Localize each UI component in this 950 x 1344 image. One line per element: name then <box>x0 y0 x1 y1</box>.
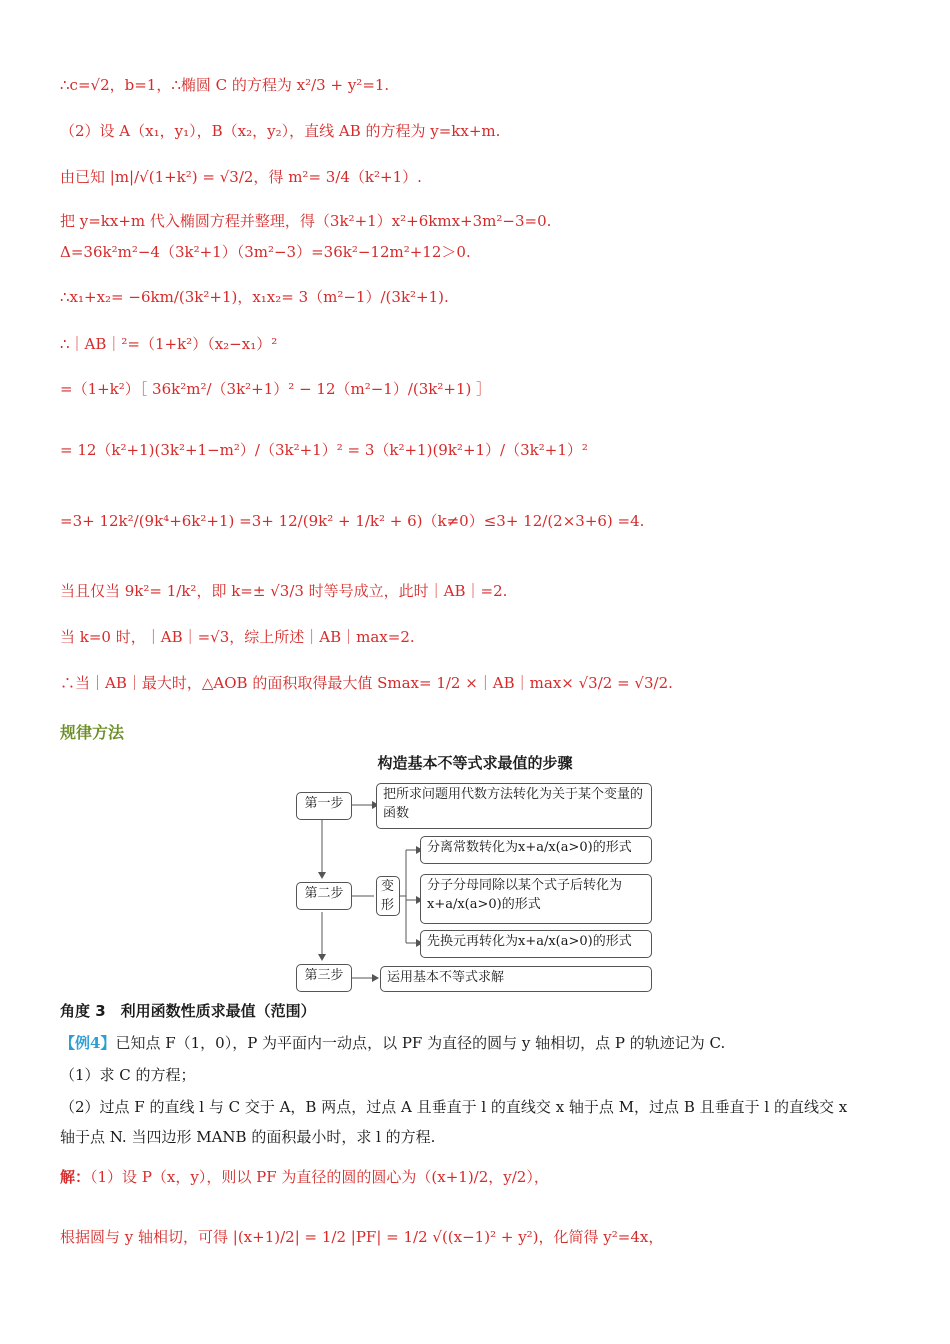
solution-line: 由已知 |m|/√(1+k²) = √3/2，得 m²= 3/4（k²+1）. <box>60 168 422 186</box>
example-tag: 【例4】 <box>60 1034 116 1052</box>
option-separate-constant: 分离常数转化为x+a/x(a>0)的形式 <box>420 836 652 864</box>
example-text: 已知点 F（1，0），P 为平面内一动点，以 PF 为直径的圆与 y 轴相切，点 P 的轨迹记为 C. <box>115 1034 726 1052</box>
answer-label: 解： <box>60 1168 91 1186</box>
solution-line: Δ=36k²m²−4（3k²+1）（3m²−3）=36k²−12m²+12＞0. <box>60 243 471 261</box>
solution-line: 把 y=kx+m 代入椭圆方程并整理，得（3k²+1）x²+6kmx+3m²−3=0. <box>60 212 552 230</box>
question-2-continued: 轴于点 N. 当四边形 MANB 的面积最小时，求 l 的方程. <box>60 1128 436 1146</box>
transform-box: 变形 <box>376 876 400 916</box>
option-substitution: 先换元再转化为x+a/x(a>0)的形式 <box>420 930 652 958</box>
solution-line: 当 k=0 时，｜AB｜=√3，综上所述｜AB｜max=2. <box>60 628 415 646</box>
solution-line: 当且仅当 9k²= 1/k²，即 k=± √3/3 时等号成立，此时｜AB｜=2. <box>60 582 508 600</box>
flow-title: 构造基本不等式求最值的步骤 <box>377 754 573 772</box>
solution-line: = 12（k²+1)(3k²+1−m²）/（3k²+1）² = 3（k²+1)(9k²+1）/（3k²+1）² <box>60 441 588 459</box>
step-one-description: 把所求问题用代数方法转化为关于某个变量的函数 <box>376 783 652 829</box>
step-three-box: 第三步 <box>296 964 352 992</box>
section-label: 规律方法 <box>60 723 125 742</box>
solution-line: ∴c=√2，b=1，∴椭圆 C 的方程为 x²/3 + y²=1. <box>60 76 390 94</box>
solution-line: =（1+k²）［ 36k²m²/（3k²+1）² − 12（m²−1）/(3k²+1) ］ <box>60 380 492 398</box>
option-divide: 分子分母同除以某个式子后转化为x+a/x(a>0)的形式 <box>420 874 652 924</box>
question-1: （1）求 C 的方程； <box>60 1066 196 1084</box>
answer-line-1 <box>60 1170 549 1185</box>
question-2: （2）过点 F 的直线 l 与 C 交于 A，B 两点，过点 A 且垂直于 l 的直线交 x 轴于点 M，过点 B 且垂直于 l 的直线交 x <box>60 1098 848 1116</box>
step-one-box: 第一步 <box>296 792 352 820</box>
solution-line: ∴｜AB｜²=（1+k²）（x₂−x₁）² <box>60 335 278 353</box>
solution-line: ∴当｜AB｜最大时，△AOB 的面积取得最大值 Smax= 1/2 ×｜AB｜max× √3/2 = √3/2. <box>60 674 673 692</box>
step-three-description: 运用基本不等式求解 <box>380 966 652 992</box>
step-two-box: 第二步 <box>296 882 352 910</box>
solution-line: ∴x₁+x₂= −6km/(3k²+1)，x₁x₂= 3（m²−1）/(3k²+1). <box>60 288 449 306</box>
example-statement <box>60 1032 725 1053</box>
solution-line: =3+ 12k²/(9k⁴+6k²+1) =3+ 12/(9k² + 1/k² + 6)（k≠0）≤3+ 12/(2×3+6) =4. <box>60 512 645 530</box>
angle-heading: 角度 3 利用函数性质求最值（范围） <box>60 1002 316 1020</box>
answer-line-2: 根据圆与 y 轴相切，可得 |(x+1)/2| = 1/2 |PF| = 1/2 √((x−1)² + y²)，化简得 y²=4x， <box>60 1228 664 1246</box>
solution-line: （2）设 A（x₁，y₁），B（x₂，y₂），直线 AB 的方程为 y=kx+m. <box>60 122 501 140</box>
answer-text-1: （1）设 P（x，y），则以 PF 为直径的圆的圆心为（(x+1)/2，y/2）， <box>90 1168 549 1186</box>
